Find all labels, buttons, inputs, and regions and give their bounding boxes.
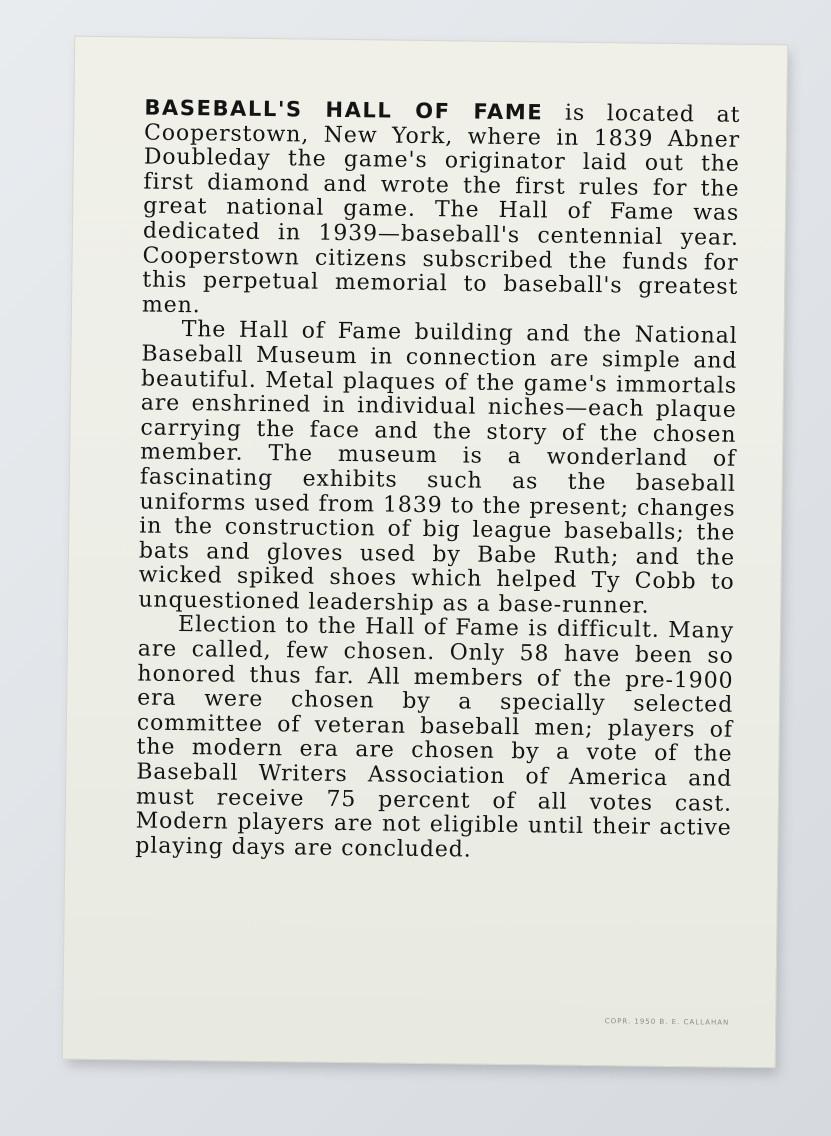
card-body-text bbox=[135, 96, 740, 867]
trading-card-back bbox=[62, 36, 788, 1069]
card-title: BASEBALL'S HALL OF FAME bbox=[144, 95, 544, 125]
paragraph-intro bbox=[142, 96, 741, 326]
paragraph-election: Election to the Hall of Fame is difficult. Many are called, few chosen. Only 58 have been so honored thus far. All members of the pre-1900 era were chosen by a specially selected committee of veteran baseball men; players of the modern era are chosen by a vote of the Baseball Writers Association of America and must receive 75 percent of all votes cast. Modern players are not eligible until their active playing days are concluded. bbox=[135, 612, 735, 863]
paragraph-museum: The Hall of Fame building and the National Baseball Museum in connection are simple and beautiful. Metal plaques of the game's immortals are enshrined in individual niches—each plaque carrying the face and the story of the chosen member. The museum is a wonderland of fascinating exhibits such as the baseball uniforms used from 1839 to the present; changes in the construction of big league baseballs; the bats and gloves used by Babe Ruth; and the wicked spiked shoes which helped Ty Cobb to unquestioned leadership as a base-runner. bbox=[138, 317, 738, 619]
copyright-line: COPR. 1950 B. E. CALLAHAN bbox=[604, 1017, 730, 1027]
paragraph-intro-text: is located at Cooperstown, New York, where in 1839 Abner Doubleday the game's originator laid out the first diamond and wrote the first rules for the great national game. The Hall of Fame was dedicated in 1939—baseball's centennial year. Cooperstown citizens subscribed the funds for this perpetual memorial to baseball's greatest men. bbox=[141, 100, 741, 318]
